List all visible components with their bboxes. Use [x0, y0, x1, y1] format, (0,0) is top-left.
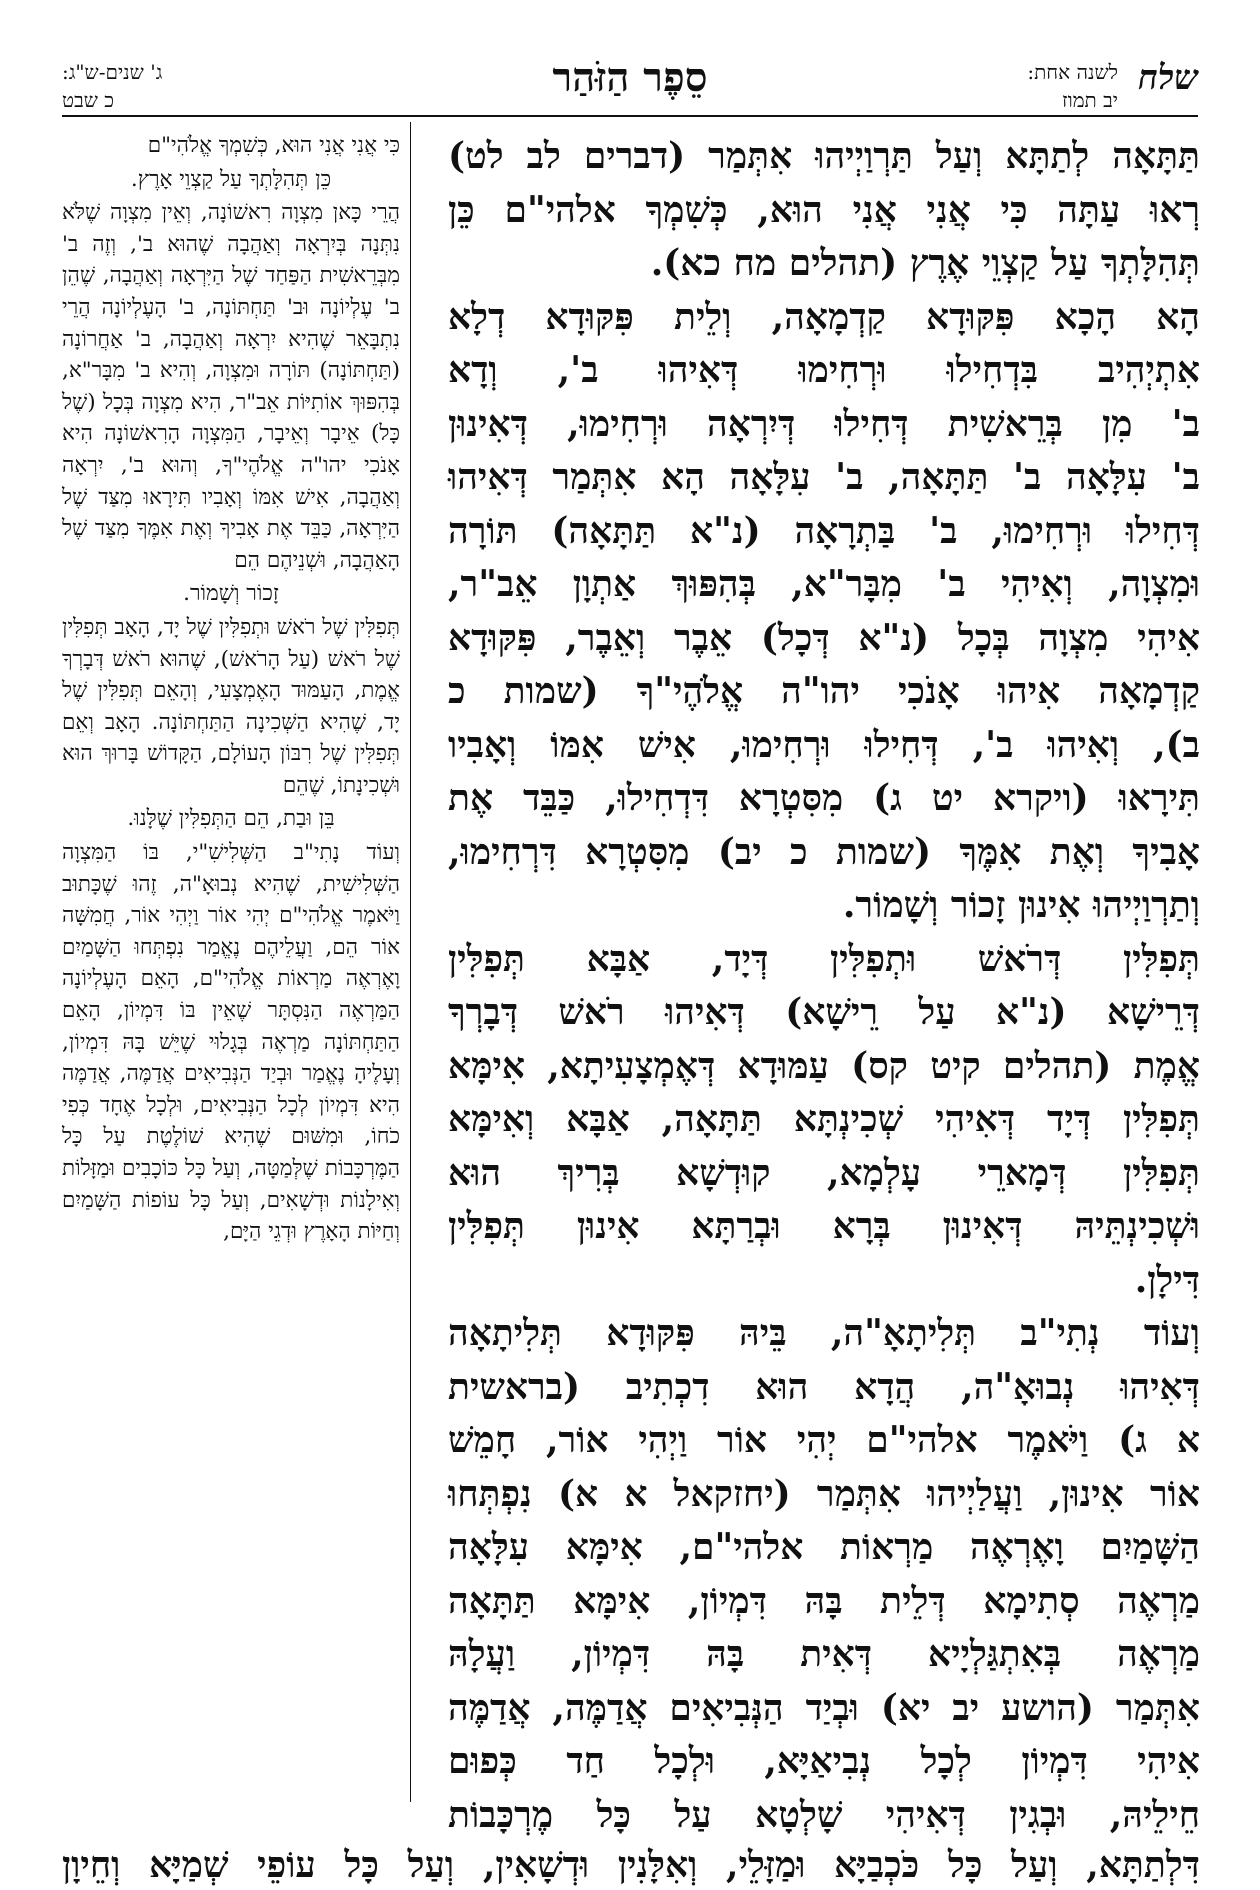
- main-text-column: [448, 130, 1200, 1840]
- cycle-line-2: כ שבט: [62, 88, 115, 112]
- main-text-line: וְתַרְוַיְיהוּ אִינוּן זָכוֹר וְשָׁמוֹר.: [842, 884, 1200, 926]
- daily-line-2: יב תמוז: [1062, 88, 1118, 112]
- translation-paragraph: כֵּן תְּהִלָּתְךָ עַל קַצְוֵי אָרֶץ.: [130, 166, 332, 192]
- cycle-schedule: [62, 58, 162, 114]
- main-text-line: דְּחִילוּ וּרְחִימוּ, ב' בַּתְרָאָה (נ"א תַּתָּאָה) תּוֹרָה: [448, 509, 1200, 552]
- main-text-line: אִתְּמַר (הושע יב יא) וּבְיַד הַנְּבִיאִים אֲדַמֶּה, אֲדַמֶּה: [448, 1686, 1200, 1729]
- main-text-line: ב' עִלָּאָה ב' תַּתָּאָה, ב' עִלָּאָה הָא אִתְּמַר דְּאִיהוּ: [448, 456, 1200, 498]
- main-text-line: וּמִצְוָה, וְאִיהִי ב' מִבָּר"א, בְּהִפּוּךְ אַתְוָן אֵב"ר,: [448, 563, 1200, 605]
- main-text-line: קַדְמָאָה אִיהוּ אָנֹכִי יהו"ה אֱלֹהֶי"ךָ (שמות כ: [448, 670, 1200, 712]
- main-text-line: אִיהִי מִצְוָה בְּכָל (נ"א דְּכָל) אֵבֶר וְאֵבֶר, פִּקּוּדָא: [448, 616, 1200, 659]
- main-text-line: רְאוּ עַתָּה כִּי אֲנִי אֲנִי הוּא, כְּשִׁמְךָ אלהי"ם כֵּן: [448, 188, 1200, 231]
- header-rule: [62, 115, 1198, 117]
- page-header: [62, 52, 1198, 122]
- translation-paragraph: כִּי אֲנִי אֲנִי הוּא, כְּשִׁמְךָ אֱלֹהִי"ם: [147, 133, 400, 158]
- main-text-line: אֱמֶת (תהלים קיט קס) עַמּוּדָא דְּאֶמְצָעִיתָא, אִימָּא: [448, 1044, 1200, 1087]
- main-text-line: תְּפִלִּין דְּרֹאשׁ וּתְפִלִּין דְּיָד, אַבָּא תְּפִלִּין: [448, 937, 1200, 980]
- main-text-line: א ג) וַיֹּאמֶר אלהי"ם יְהִי אוֹר וַיְהִי אוֹר, חָמֵשׁ: [448, 1419, 1200, 1461]
- main-text-line: תִּירָאוּ (ויקרא יט ג) מִסִּטְרָא דִּדְחִילוּ, כַּבֵּד אֶת: [448, 777, 1200, 819]
- main-text-line: הַשָּׁמַיִם וָאֶרְאֶה מַרְאוֹת אלהי"ם, אִימָּא עִלָּאָה: [448, 1526, 1200, 1568]
- page-title: סֵפֶר הַזֹּהַר: [552, 54, 708, 101]
- main-text-line: הָא הָכָא פִּקּוּדָא קַדְמָאָה, וְלֵית פִּקּוּדָא דְלָא: [448, 295, 1200, 338]
- translation-paragraph: וְעוֹד נָתִי"ב הַשְּׁלִישִׁ"י, בּוֹ הַמִּצְוָה הַשְּׁלִישִׁית, שֶׁהִיא נְבוּאָ"ה, זֶהוּ שֶׁכָּתוּב וַיֹּאמֶר אֱלֹהִי"ם יְהִי אוֹר וַיְהִי אוֹר, חֲמִשָּׁה אוֹר הֵם, וַעֲלֵיהֶם נֶאֱמַר נִפְתְּחוּ הַשָּׁמַיִם וָאֶרְאֶה מַרְאוֹת אֱלֹהִי"ם, הָאֵם הָעֶלְיוֹנָה הַמַּרְאֶה הַנִּסְתָּר שֶׁאֵין בּוֹ דִּמְיוֹן, הָאֵם הַתַּחְתּוֹנָה מַרְאֶה בְּגָלוּי שֶׁיֵּשׁ בָּהּ דִּמְיוֹן, וְעָלֶיהָ נֶאֱמַר וּבְיַד הַנְּבִיאִים אֲדַמֶּה, אֲדַמֶּה הִיא דִּמְיוֹן לְכָל הַנְּבִיאִים, וּלְכָל אֶחָד כְּפִי כֹחוֹ, וּמִשּׁוּם שֶׁהִיא שׁוֹלֶטֶת עַל כָּל הַמֶּרְכָּבוֹת שֶׁלְּמַטָּה, וְעַל כָּל כּוֹכָבִים וּמַזָּלוֹת וְאִילָנוֹת וּדְשָׁאִים, וְעַל כָּל עוֹפוֹת הַשָּׁמַיִם וְחַיּוֹת הָאָרֶץ וּדְגֵי הַיָּם,: [62, 840, 400, 1245]
- bottom-line: דִּלְתַתָּא, וְעַל כָּל כֹּכְבַיָּא וּמַזָּלֵי, וְאִלָּנִין וּדְשָׁאִין, וְעַל כָּל עוֹפֵי שְׁמַיָּא וְחֵיוָן: [62, 1844, 1200, 1886]
- main-text-line: מַרְאֶה בְּאִתְגַּלְיָיא דְּאִית בָּהּ דִּמְיוֹן, וַעֲלָהּ: [448, 1633, 1200, 1675]
- translation-paragraph: הֲרֵי כָּאן מִצְוָה רִאשׁוֹנָה, וְאֵין מִצְוָה שֶׁלֹּא נִתְּנָה בְּיִרְאָה וְאַהֲבָה שֶׁהוּא ב', וְזֶה ב' מִבְּרֵאשִׁית הַפַּחַד שֶׁל הַיִּרְאָה וְאַהֲבָה, שֶׁהֵן ב' עֶלְיוֹנָה וּב' תַּחְתּוֹנָה, ב' הָעֶלְיוֹנָה הֲרֵי נִתְבָּאֵר שֶׁהִיא יִרְאָה וְאַהֲבָה, ב' אַחֲרוֹנָה (תַּחְתּוֹנָה) תּוֹרָה וּמִצְוָה, וְהִיא ב' מִבָּר"א, בְּהִפּוּךְ אוֹתִיּוֹת אֵב"ר, הִיא מִצְוָה בְּכָל (שֶׁל כָּל) אֵיבָר וְאֵיבָר, הַמִּצְוָה הָרִאשׁוֹנָה הִיא אָנֹכִי יהו"ה אֱלֹהֶי"ךָ, וְהוּא ב', יִרְאָה וְאַהֲבָה, אִישׁ אִמּוֹ וְאָבִיו תִּירָאוּ מִצַּד שֶׁל הַיִּרְאָה, כַּבֵּד אֶת אָבִיךָ וְאֶת אִמֶּךָ מִצַּד שֶׁל הָאַהֲבָה, וּשְׁנֵיהֶם הֵם: [62, 200, 400, 573]
- main-text-line: אוֹר אִינוּן, וַעֲלַיְיהוּ אִתְּמַר (יחזקאל א א) נִפְתְּחוּ: [448, 1472, 1200, 1515]
- main-text-line: אִתְיְהִיב בִּדְחִילוּ וּרְחִימוּ דְּאִיהוּ ב', וְדָא: [448, 349, 1200, 391]
- parasha-signature: שלח: [1137, 58, 1198, 98]
- main-text-line: ב' מִן בְּרֵאשִׁית דְּחִילוּ דְּיִרְאָה וּרְחִימוּ, דְּאִינוּן: [448, 402, 1200, 445]
- main-text-line: דְּאִיהוּ נְבוּאָ"ה, הֲדָא הוּא דִכְתִיב (בראשית: [448, 1365, 1200, 1408]
- main-text-line: תַּתָּאָה לְתַתָּא וְעַל תַּרְוַיְיהוּ אִתְּמַר (דברים לב לט): [448, 135, 1200, 177]
- column-divider: [410, 122, 411, 1802]
- main-text-line: תְּפִלִּין דְּיָד דְּאִיהִי שְׁכִינְתָּא תַּתָּאָה, אַבָּא וְאִימָּא: [448, 1098, 1200, 1140]
- main-text-line: דְּרֵישָׁא (נ"א עַל רֵישָׁא) דְּאִיהוּ רֹאשׁ דְּבָרְךָ: [448, 991, 1200, 1033]
- main-text-line: תְּהִלָּתְךָ עַל קַצְוֵי אֶרֶץ (תהלים מח כא).: [650, 242, 1200, 284]
- translation-paragraph: זָכוֹר וְשָׁמוֹר.: [183, 581, 279, 607]
- main-text-line: וּשְׁכִינְתֵּיהּ דְּאִינוּן בְּרָא וּבְרַתָּא אִינוּן תְּפִלִּין: [448, 1205, 1200, 1247]
- daily-line-1: לשנה אחת:: [1027, 60, 1118, 84]
- main-text-line: ב), וְאִיהוּ ב', דְּחִילוּ וּרְחִימוּ, אִישׁ אִמּוֹ וְאָבִיו: [448, 723, 1200, 766]
- main-text-line: דִּילָן.: [1134, 1258, 1200, 1301]
- translation-column: [62, 130, 400, 1810]
- main-text-line: מַרְאֶה סְתִימָא דְּלֵית בָּהּ דִּמְיוֹן, אִימָּא תַּתָּאָה: [448, 1579, 1200, 1622]
- main-text-line: חֵילֵיהּ, וּבְגִין דְּאִיהִי שָׁלְטָא עַל כָּל מֶרְכָּבוֹת: [448, 1793, 1200, 1836]
- translation-paragraph: בֵּן וּבַת, הֵם הַתְּפִלִּין שֶׁלָּנוּ.: [127, 806, 335, 832]
- main-text-line: וְעוֹד נְתִי"ב תְּלִיתָאָ"ה, בֵּיהּ פִּקּוּדָא תְּלִיתָאָה: [448, 1312, 1200, 1354]
- main-text-line: אָבִיךָ וְאֶת אִמֶּךָ (שמות כ יב) מִסִּטְרָא דִּרְחִימוּ,: [448, 830, 1200, 873]
- main-text-line: תְּפִלִּין דְּמָארֵי עָלְמָא, קוּדְשָׁא בְּרִיךְ הוּא: [448, 1151, 1200, 1194]
- translation-paragraph: תְּפִלִּין שֶׁל רֹאשׁ וּתְפִלִּין שֶׁל יָד, הָאָב תְּפִלִּין שֶׁל רֹאשׁ (עַל הָרֹאשׁ), שֶׁהוּא רֹאשׁ דְּבָרְךָ אֱמֶת, הָעַמּוּד הָאֶמְצָעִי, וְהָאֵם תְּפִלִּין שֶׁל יָד, שֶׁהִיא הַשְּׁכִינָה הַתַּחְתּוֹנָה. הָאָב וְאֵם תְּפִלִּין שֶׁל רִבּוֹן הָעוֹלָם, הַקָּדוֹשׁ בָּרוּךְ הוּא וּשְׁכִינָתוֹ, שֶׁהֵם: [62, 614, 400, 798]
- cycle-line-1: ג' שנים-ש"ג:: [62, 60, 163, 84]
- main-text-line: אִיהִי דִּמְיוֹן לְכָל נְבִיאַיָּא, וּלְכָל חַד כְּפוּם: [448, 1740, 1200, 1782]
